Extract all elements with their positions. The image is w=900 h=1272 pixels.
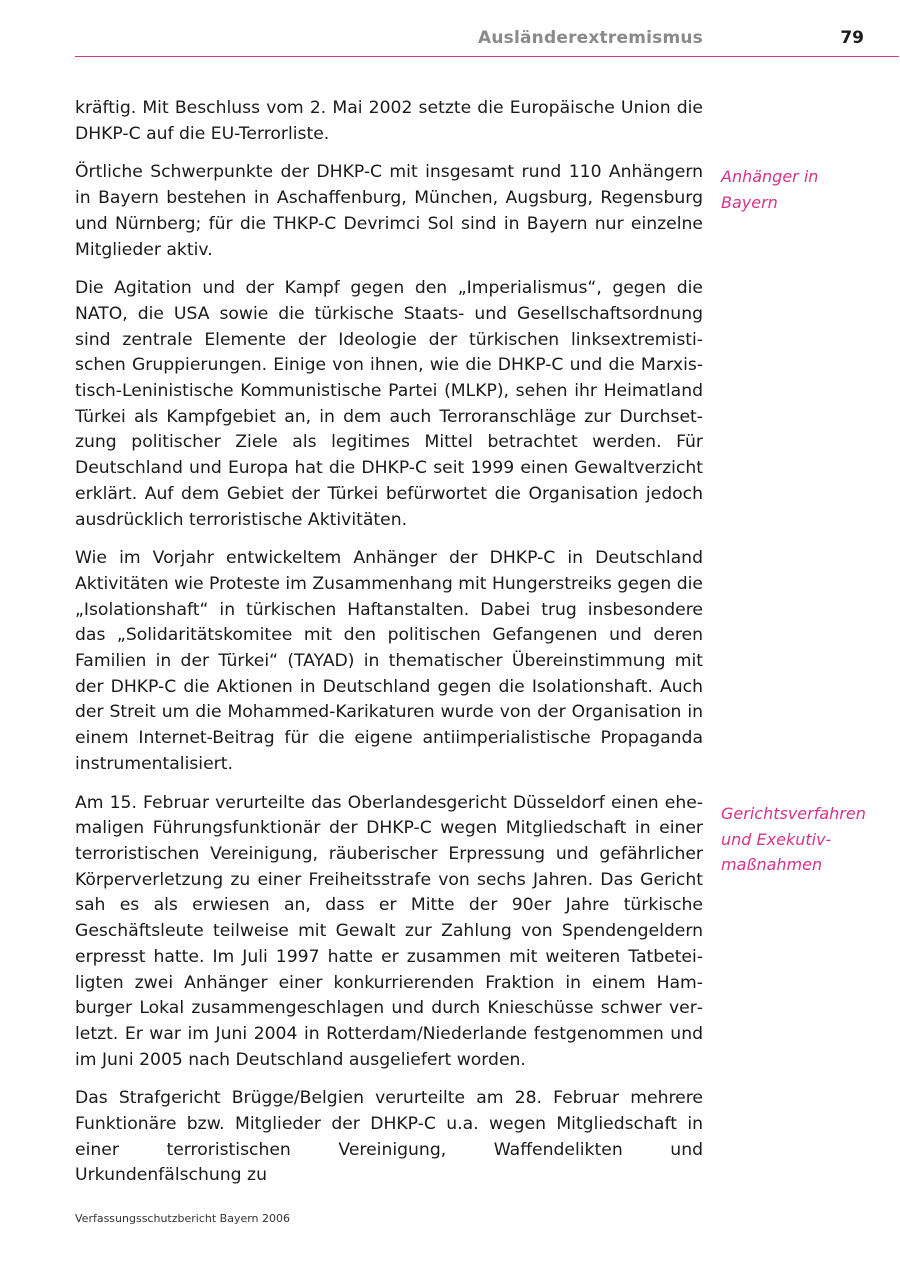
margin-note-court-proceedings: [721, 801, 891, 878]
page-footer: Verfassungsschutzbericht Bayern 2006: [75, 1212, 291, 1225]
margin-note-line: Gerichtsverfahren: [721, 804, 866, 823]
paragraph: Am 15. Februar verurteilte das Oberlandesgericht Düsseldorf einen ehemaligen Führungsfunktionär der DHKP-C wegen Mitgliedschaft in einer terroristischen Vereinigung, räuberischer Erpressung und gefährlicher Körperverletzung zu einer Freiheitsstrafe von sechs Jahren. Das Gericht sah es als erwiesen an, dass er Mitte der 90er Jahre türkische Geschäftsleute teilweise mit Gewalt zur Zahlung von Spendengeldern erpresst hatte. Im Juli 1997 hatte er zusammen mit weiteren Tatbeteiligten zwei Anhänger einer konkurrierenden Fraktion in einem Hamburger Lokal zusammengeschlagen und durch Knieschüsse schwer verletzt. Er war im Juni 2004 in Rotterdam/Niederlande festgenommen und im Juni 2005 nach Deutschland ausgeliefert worden.: [75, 792, 703, 1070]
margin-note-line: Bayern: [721, 192, 778, 212]
paragraph: Die Agitation und der Kampf gegen den „Imperialismus“, gegen die NATO, die USA sowie die türkische Staats- und Gesellschaftsordnung sind zentrale Elemente der Ideologie der türkischen linksextremistischen Gruppierungen. Einige von ihnen, wie die DHKP-C und die Marxistisch-Leninistische Kommunistische Partei (MLKP), sehen ihr Heimatland Türkei als Kampfgebiet an, in dem auch Terroranschläge zur Durchsetzung politischer Ziele als legitimes Mittel betrachtet werden. Für Deutschland und Europa hat die DHKP-C seit 1999 einen Gewaltverzicht erklärt. Auf dem Gebiet der Türkei befürwortet die Organisation jedoch ausdrücklich terroristische Aktivitäten.: [75, 278, 703, 530]
main-text: [75, 96, 703, 1202]
paragraph: Das Strafgericht Brügge/Belgien verurteilte am 28. Februar mehrere Funktionäre bzw. Mitglieder der DHKP-C u.a. wegen Mitgliedschaft in einer terroristischen Vereinigung, Waffendelikten und Urkundenfälschung zu: [75, 1088, 703, 1186]
paragraph: Wie im Vorjahr entwickeltem Anhänger der DHKP-C in Deutschland Aktivitäten wie Proteste im Zusammenhang mit Hungerstreiks gegen die „Isolationshaft“ in türkischen Haftanstalten. Dabei trug insbesondere das „Solidaritätskomitee mit den politischen Gefangenen und deren Familien in der Türkei“ (TAYAD) in thematischer Übereinstimmung mit der DHKP-C die Aktionen in Deutschland gegen die Isolationshaft. Auch der Streit um die Mohammed-Karikaturen wurde von der Organisation in einem Internet-Beitrag für die eigene antiimperialistische Propaganda instrumentalisiert.: [75, 548, 703, 774]
margin-note-supporters: [721, 164, 891, 215]
chapter-title: Ausländerextremismus: [478, 28, 703, 48]
page-header: [75, 28, 899, 57]
paragraph: kräftig. Mit Beschluss vom 2. Mai 2002 setzte die Europäische Union die DHKP-C auf die EU-Terrorliste.: [75, 98, 703, 144]
margin-note-line: maßnahmen: [721, 855, 823, 875]
paragraph: Örtliche Schwerpunkte der DHKP-C mit insgesamt rund 110 Anhängern in Bayern bestehen in Aschaffenburg, München, Augsburg, Regensburg und Nürnberg; für die THKP-C Devrimci Sol sind in Bayern nur einzelne Mitglieder aktiv.: [75, 162, 703, 260]
margin-note-line: Anhänger in: [721, 167, 819, 186]
page-number: 79: [840, 28, 864, 48]
margin-note-line: und Exekutiv-: [721, 829, 832, 849]
